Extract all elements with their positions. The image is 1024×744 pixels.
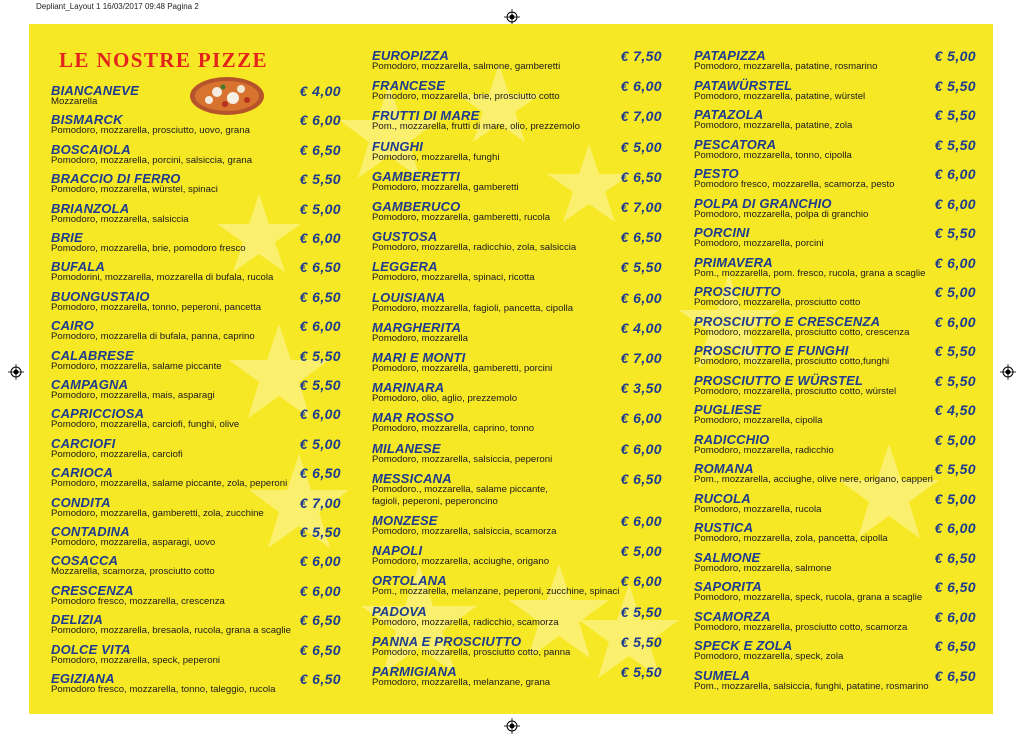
item-description: Pomodoro, mozzarella, fagioli, pancetta, cipolla — [372, 302, 574, 314]
item-description: Pomodoro, mozzarella, prosciutto, uovo, grana — [51, 125, 250, 137]
item-name: COSACCA — [51, 553, 119, 569]
menu-item — [694, 668, 976, 697]
item-price: € 5,50 — [299, 347, 341, 364]
item-price: € 6,50 — [620, 168, 662, 185]
menu-item — [51, 259, 341, 288]
item-name: MARI E MONTI — [372, 350, 466, 365]
item-description: Pomodorini, mozzarella, mozzarella di bufala, rucola — [51, 272, 274, 284]
item-description: Pomodoro, mozzarella, salame piccante, zola, peperoni — [51, 478, 288, 490]
menu-item — [694, 78, 976, 107]
menu-item — [51, 495, 341, 524]
item-name: CALABRESE — [51, 347, 134, 363]
item-price: € 6,50 — [934, 549, 976, 566]
item-name: CARIOCA — [51, 465, 114, 481]
menu-item — [372, 290, 662, 319]
item-price: € 6,00 — [934, 313, 976, 330]
item-description: Pomodoro., mozzarella, salame piccante, — [372, 483, 548, 495]
item-description: Pomodoro, mozzarella, prosciutto cotto, crescenza — [694, 326, 910, 338]
item-description: Pom., mozzarella, pom. fresco, rucola, grana a scaglie — [694, 267, 926, 279]
item-price: € 5,50 — [299, 524, 341, 540]
item-name: PANNA E PROSCIUTTO — [372, 633, 522, 649]
item-description: Pomodoro, mozzarella, patatine, rosmarino — [694, 61, 878, 72]
item-name: PADOVA — [372, 603, 427, 619]
item-name: PARMIGIANA — [372, 664, 457, 679]
item-description: Pomodoro, mozzarella di bufala, panna, caprino — [51, 331, 255, 343]
item-price: € 6,00 — [299, 230, 341, 246]
registration-mark-right — [1000, 364, 1016, 380]
item-name: DOLCE VITA — [51, 641, 131, 657]
item-description: Pomodoro, mozzarella, prosciutto cotto, panna — [372, 646, 571, 658]
menu-item — [51, 524, 341, 553]
menu-item — [51, 201, 341, 230]
item-price: € 6,00 — [299, 582, 341, 599]
item-description: Pomodoro, mozzarella, speck, rucola, grana a scaglie — [694, 592, 923, 603]
menu-item — [51, 553, 341, 582]
item-price: € 6,00 — [620, 573, 662, 590]
menu-item — [694, 402, 976, 431]
item-description: Pomodoro, mozzarella, tonno, cipolla — [694, 149, 852, 161]
item-name: MARGHERITA — [372, 319, 462, 335]
registration-mark-bottom — [504, 718, 520, 734]
page-title: LE NOSTRE PIZZE — [59, 48, 268, 72]
item-price: € 5,00 — [934, 284, 976, 300]
item-description: Pomodoro, mozzarella, salmone, gamberetti — [372, 61, 561, 72]
item-description: Pomodoro, mozzarella, würstel, spinaci — [51, 184, 218, 196]
menu-item — [694, 373, 976, 402]
item-description: Pomodoro, mozzarella, mais, asparagi — [51, 390, 215, 401]
item-description: Mozzarella — [51, 96, 98, 107]
item-name: GUSTOSA — [372, 229, 438, 245]
menu-item — [372, 169, 662, 198]
menu-item — [694, 166, 976, 195]
item-description: Pomodoro, mozzarella, gamberetti — [372, 181, 519, 193]
item-name: LOUISIANA — [372, 289, 446, 305]
item-name: PRIMAVERA — [694, 254, 773, 270]
menu-item — [372, 380, 662, 409]
item-name: RUCOLA — [694, 490, 751, 506]
item-price: € 6,00 — [299, 406, 341, 423]
item-price: € 6,00 — [934, 520, 976, 536]
item-price: € 6,50 — [299, 641, 341, 658]
item-name: SCAMORZA — [694, 608, 771, 624]
item-name: BRIE — [51, 230, 83, 245]
item-price: € 3,50 — [620, 380, 662, 397]
item-description: Pomodoro, mozzarella, porcini — [694, 238, 824, 249]
item-price: € 5,50 — [620, 633, 662, 650]
item-price: € 5,50 — [934, 77, 976, 94]
item-price: € 5,00 — [299, 435, 341, 452]
menu-item — [372, 410, 662, 439]
item-price: € 6,50 — [934, 579, 976, 595]
item-price: € 4,00 — [620, 319, 662, 336]
item-price: € 4,00 — [299, 83, 341, 99]
item-name: SUMELA — [694, 667, 751, 683]
item-description: Pomodoro, olio, aglio, prezzemolo — [372, 393, 518, 405]
item-description: Pomodoro, mozzarella, carciofi — [51, 448, 183, 460]
item-description: Pomodoro, mozzarella, prosciutto cotto — [694, 297, 861, 308]
menu-item — [372, 543, 662, 572]
item-price: € 6,50 — [299, 259, 341, 276]
item-price: € 7,00 — [620, 108, 662, 125]
item-description: Pomodoro, mozzarella, salmone — [694, 562, 832, 574]
item-description: Pomodoro, mozzarella, brie, pomodoro fresco — [51, 243, 246, 254]
menu-item — [694, 550, 976, 579]
item-price: € 6,50 — [620, 229, 662, 246]
item-description: Pomodoro, mozzarella, bresaola, rucola, grana a scaglie — [51, 625, 291, 637]
item-name: FRUTTI DI MARE — [372, 108, 480, 124]
item-name: PORCINI — [694, 225, 750, 240]
item-name: CONDITA — [51, 494, 111, 510]
item-price: € 6,50 — [620, 470, 662, 487]
menu-item — [372, 470, 662, 507]
item-name: PATAPIZZA — [694, 48, 766, 63]
item-description: Pomodoro, mozzarella, patatine, würstel — [694, 90, 866, 102]
item-price: € 7,00 — [299, 494, 341, 511]
item-price: € 5,50 — [620, 603, 662, 620]
item-price: € 6,00 — [620, 410, 662, 427]
item-price: € 6,00 — [299, 318, 341, 335]
item-name: CAPRICCIOSA — [51, 406, 145, 422]
item-price: € 6,50 — [934, 638, 976, 654]
item-description: Pomodoro, mozzarella, caprino, tonno — [372, 423, 535, 435]
item-price: € 7,50 — [620, 48, 662, 64]
menu-item — [51, 642, 341, 671]
item-price: € 5,00 — [620, 138, 662, 155]
item-price: € 5,50 — [934, 372, 976, 389]
item-price: € 6,50 — [299, 141, 341, 158]
item-description: Pom., mozzarella, frutti di mare, olio, prezzemolo — [372, 121, 580, 133]
item-name: PROSCIUTTO E FUNGHI — [694, 343, 849, 358]
item-description: Pomodoro fresco, mozzarella, tonno, taleggio, rucola — [51, 684, 276, 695]
item-description: Pomodoro, mozzarella, radicchio, zola, salsiccia — [372, 242, 577, 254]
item-description: Pomodoro, mozzarella, prosciutto cotto, würstel — [694, 385, 897, 397]
menu-item — [372, 350, 662, 379]
menu-item — [372, 634, 662, 663]
menu-item — [372, 604, 662, 633]
item-name: CAIRO — [51, 318, 94, 334]
item-name: PROSCIUTTO E WÜRSTEL — [694, 372, 864, 388]
menu-item — [51, 377, 341, 406]
item-price: € 6,00 — [934, 166, 976, 182]
item-price: € 6,50 — [934, 667, 976, 684]
item-description: Pom., mozzarella, salsiccia, funghi, patatine, rosmarino — [694, 680, 929, 692]
menu-item — [51, 436, 341, 465]
item-name: MONZESE — [372, 513, 438, 528]
item-description: Pomodoro, mozzarella, speck, zola — [694, 651, 844, 662]
item-name: PROSCIUTTO — [694, 284, 781, 299]
item-name: DELIZIA — [51, 612, 103, 628]
item-price: € 5,00 — [934, 48, 976, 64]
print-header: Depliant_Layout 1 16/03/2017 09:48 Pagina 2 — [36, 2, 199, 11]
item-description: Pomodoro, mozzarella, melanzane, grana — [372, 677, 551, 688]
item-price: € 6,00 — [934, 254, 976, 271]
item-name: BUONGUSTAIO — [51, 288, 150, 304]
menu-item — [51, 612, 341, 641]
menu-item — [694, 48, 976, 77]
item-price: € 5,00 — [620, 543, 662, 560]
menu-item — [51, 112, 341, 141]
item-description: Pomodoro, mozzarella — [372, 332, 468, 344]
menu-item — [694, 609, 976, 638]
item-name: CAMPAGNA — [51, 377, 129, 392]
menu-item — [694, 491, 976, 520]
item-name: CARCIOFI — [51, 435, 116, 451]
item-name: RUSTICA — [694, 520, 754, 535]
menu-item — [372, 664, 662, 693]
item-description: Mozzarella, scamorza, prosciutto cotto — [51, 566, 215, 578]
item-price: € 5,50 — [934, 225, 976, 241]
item-price: € 5,50 — [934, 107, 976, 123]
menu-item — [694, 107, 976, 136]
item-price: € 5,00 — [934, 490, 976, 507]
item-name: GAMBERETTI — [372, 168, 460, 184]
item-name: BOSCAIOLA — [51, 141, 131, 157]
item-name: CRESCENZA — [51, 582, 134, 598]
item-description: Pom., mozzarella, acciughe, olive nere, origano, capperi — [694, 474, 933, 485]
item-description: Pomodoro, mozzarella, asparagi, uovo — [51, 537, 216, 548]
menu-item — [694, 432, 976, 461]
item-name: GAMBERUCO — [372, 199, 461, 214]
item-name: PROSCIUTTO E CRESCENZA — [694, 313, 881, 329]
item-price: € 5,00 — [934, 431, 976, 448]
item-price: € 5,50 — [620, 259, 662, 276]
item-description: Pomodoro, mozzarella, carciofi, funghi, olive — [51, 419, 240, 431]
item-description: Pomodoro, mozzarella, spinaci, ricotta — [372, 272, 535, 284]
item-price: € 5,50 — [934, 461, 976, 477]
item-description: Pomodoro, mozzarella, funghi — [372, 151, 500, 163]
item-price: € 6,00 — [620, 440, 662, 457]
registration-mark-left — [8, 364, 24, 380]
item-name: RADICCHIO — [694, 431, 770, 447]
item-price: € 7,00 — [620, 350, 662, 366]
item-price: € 6,00 — [934, 608, 976, 625]
item-description: Pomodoro, mozzarella, porcini, salsiccia, grana — [51, 154, 253, 166]
item-price: € 6,50 — [299, 465, 341, 482]
menu-item — [694, 255, 976, 284]
item-description-line-2: fagioli, peperoni, peperoncino — [372, 495, 498, 507]
menu-item — [694, 638, 976, 667]
menu-item — [51, 583, 341, 612]
menu-item — [694, 137, 976, 166]
item-price: € 6,50 — [299, 671, 341, 687]
item-name: LEGGERA — [372, 259, 438, 275]
menu-item — [51, 171, 341, 200]
item-price: € 5,50 — [934, 136, 976, 153]
item-name: SAPORITA — [694, 579, 762, 594]
item-price: € 4,50 — [934, 402, 976, 418]
item-price: € 5,50 — [299, 171, 341, 188]
item-description: Pomodoro, mozzarella, zola, pancetta, cipolla — [694, 533, 888, 544]
menu-item — [372, 229, 662, 258]
item-description: Pomodoro, mozzarella, rucola — [694, 503, 822, 515]
menu-item — [694, 284, 976, 313]
registration-mark-top — [504, 9, 520, 25]
item-description: Pomodoro, mozzarella, prosciutto cotto,funghi — [694, 356, 890, 367]
menu-item — [372, 78, 662, 107]
menu-item — [694, 314, 976, 343]
item-name: PESTO — [694, 166, 739, 181]
item-name: EGIZIANA — [51, 671, 115, 686]
item-name: ROMANA — [694, 461, 754, 476]
menu-item — [372, 48, 662, 77]
item-name: MILANESE — [372, 440, 441, 456]
item-name: SALMONE — [694, 549, 761, 565]
menu-item — [51, 348, 341, 377]
item-name: PATAZOLA — [694, 107, 764, 122]
item-description: Pomodoro, mozzarella, acciughe, origano — [372, 556, 550, 568]
menu-item — [694, 461, 976, 490]
item-price: € 6,50 — [299, 288, 341, 305]
item-name: PATAWÜRSTEL — [694, 77, 793, 93]
menu-item — [51, 406, 341, 435]
menu-item — [694, 343, 976, 372]
item-name: SPECK E ZOLA — [694, 638, 793, 653]
item-price: € 6,00 — [299, 112, 341, 129]
menu-item — [51, 671, 341, 700]
item-name: MAR ROSSO — [372, 410, 454, 426]
item-name: FRANCESE — [372, 78, 446, 94]
item-description: Pomodoro fresco, mozzarella, crescenza — [51, 595, 225, 607]
item-price: € 6,00 — [934, 195, 976, 212]
menu-item — [372, 108, 662, 137]
menu-item — [372, 513, 662, 542]
item-description: Pomodoro, mozzarella, speck, peperoni — [51, 654, 221, 666]
menu-item — [372, 573, 662, 602]
item-name: BRIANZOLA — [51, 200, 130, 216]
item-description: Pomodoro, mozzarella, brie, prosciutto cotto — [372, 91, 560, 103]
item-price: € 6,00 — [299, 553, 341, 570]
item-name: MESSICANA — [372, 470, 452, 486]
menu-item — [372, 441, 662, 470]
item-price: € 5,00 — [299, 200, 341, 217]
item-name: MARINARA — [372, 380, 445, 396]
menu-item — [51, 83, 341, 112]
item-description: Pomodoro, mozzarella, salsiccia — [51, 213, 189, 225]
item-name: FUNGHI — [372, 138, 424, 154]
item-name: BRACCIO DI FERRO — [51, 171, 181, 187]
item-description: Pomodoro, mozzarella, patatine, zola — [694, 120, 853, 131]
item-price: € 6,00 — [620, 78, 662, 95]
item-name: PESCATORA — [694, 136, 777, 152]
menu-item — [694, 225, 976, 254]
item-description: Pomodoro, mozzarella, salsiccia, peperoni — [372, 453, 553, 465]
item-price: € 5,50 — [934, 343, 976, 359]
item-name: BUFALA — [51, 259, 105, 275]
menu-item — [51, 289, 341, 318]
item-name: CONTADINA — [51, 524, 130, 539]
item-description: Pomodoro, mozzarella, gamberetti, porcini — [372, 363, 553, 374]
item-price: € 6,50 — [299, 612, 341, 629]
item-description: Pomodoro, mozzarella, polpa di granchio — [694, 208, 869, 220]
item-price: € 5,50 — [299, 377, 341, 393]
item-description: Pomodoro, mozzarella, tonno, peperoni, pancetta — [51, 301, 262, 313]
item-description: Pom., mozzarella, melanzane, peperoni, zucchine, spinaci — [372, 586, 620, 598]
item-price: € 6,00 — [620, 289, 662, 306]
item-description: Pomodoro, mozzarella, gamberetti, zola, zucchine — [51, 507, 264, 519]
menu-item — [372, 199, 662, 228]
menu-sheet — [29, 24, 993, 714]
item-price: € 7,00 — [620, 199, 662, 215]
item-description: Pomodoro, mozzarella, prosciutto cotto, scamorza — [694, 621, 908, 633]
menu-item — [51, 230, 341, 259]
menu-item — [694, 196, 976, 225]
item-description: Pomodoro, mozzarella, salame piccante — [51, 360, 222, 372]
item-price: € 6,00 — [620, 513, 662, 529]
menu-item — [51, 465, 341, 494]
menu-item — [372, 320, 662, 349]
item-description: Pomodoro, mozzarella, radicchio — [694, 444, 834, 456]
item-description: Pomodoro fresco, mozzarella, scamorza, pesto — [694, 179, 895, 190]
item-name: ORTOLANA — [372, 573, 447, 589]
item-name: BISMARCK — [51, 112, 123, 128]
item-name: PUGLIESE — [694, 402, 762, 417]
menu-item — [694, 579, 976, 608]
menu-item — [51, 142, 341, 171]
item-name: POLPA DI GRANCHIO — [694, 195, 832, 211]
item-name: BIANCANEVE — [51, 83, 139, 98]
item-name: NAPOLI — [372, 543, 423, 559]
item-price: € 5,50 — [620, 664, 662, 680]
item-description: Pomodoro, mozzarella, radicchio, scamorza — [372, 616, 559, 628]
menu-item — [694, 520, 976, 549]
menu-item — [372, 259, 662, 288]
item-description: Pomodoro, mozzarella, cipolla — [694, 415, 823, 426]
item-description: Pomodoro, mozzarella, salsiccia, scamorza — [372, 526, 557, 537]
item-description: Pomodoro, mozzarella, gamberetti, rucola — [372, 212, 551, 223]
menu-item — [372, 139, 662, 168]
item-name: EUROPIZZA — [372, 48, 449, 63]
menu-item — [51, 318, 341, 347]
